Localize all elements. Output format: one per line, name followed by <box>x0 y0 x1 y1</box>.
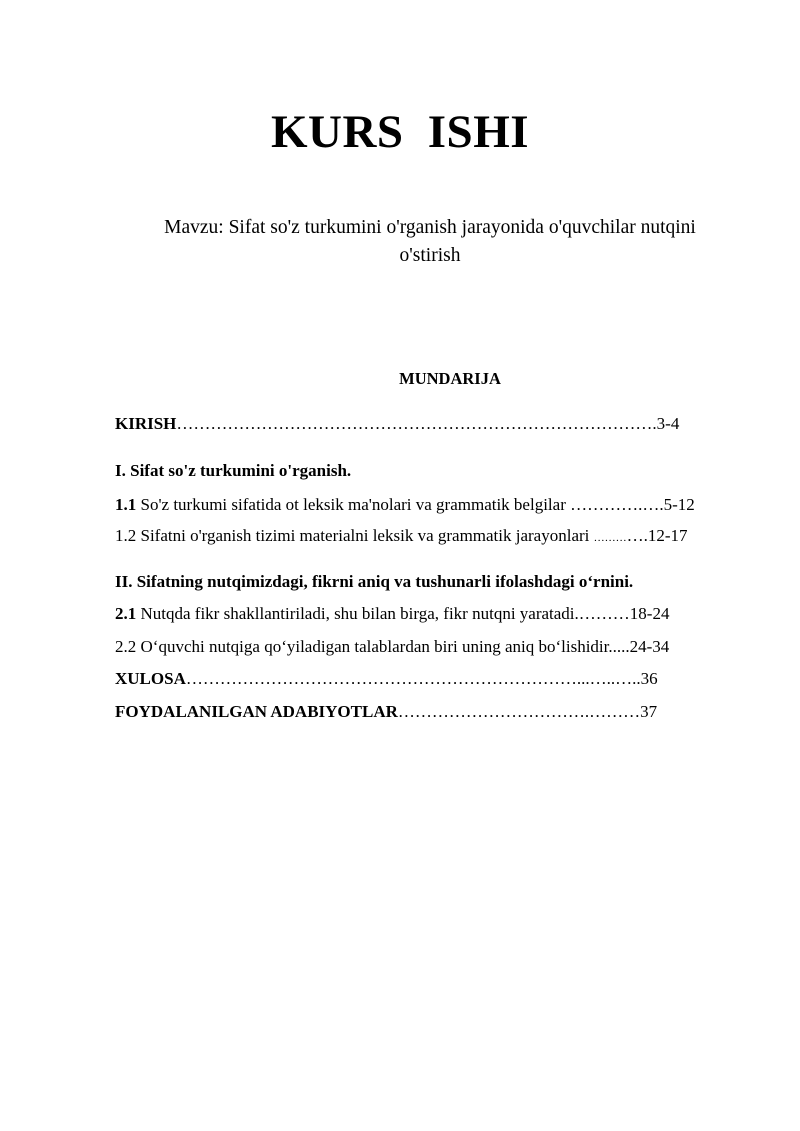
topic <box>120 214 740 270</box>
toc-entry-text: So'z turkumi sifatida ot leksik ma'nolari va grammatik belgilar ………….…. <box>136 495 664 514</box>
toc-page: 12-17 <box>647 526 688 545</box>
toc-page: 37 <box>640 702 658 721</box>
toc-entry-xulosa <box>115 668 755 690</box>
toc-entry-number: 2.1 <box>115 604 137 623</box>
toc-entry-text: 1.2 Sifatni o'rganish tizimi materialni leksik va grammatik jarayonlari <box>115 526 594 545</box>
toc-page: 3-4 <box>656 414 680 433</box>
toc-page: 18-24 <box>629 604 670 623</box>
toc-entry-2-2 <box>115 636 755 658</box>
toc-section-2: II. Sifatning nutqimizdagi, fikrni aniq va tushunarli ifolashdagi o‘rnini. <box>115 572 634 591</box>
toc-page: 24-34 <box>629 637 670 656</box>
toc-entry-kirish <box>115 413 755 435</box>
topic-line-2: o'stirish <box>399 245 461 266</box>
toc-small-dots: ……… <box>593 532 627 544</box>
toc-dots: …. <box>626 526 648 545</box>
toc-entry-text: Nutqda fikr shakllantiriladi, shu bilan birga, fikr nutqni yaratadi.……… <box>136 604 630 623</box>
toc-entry-1-1 <box>115 494 755 516</box>
toc-entry-label: KIRISH <box>115 414 177 433</box>
toc-entry-foydalanilgan <box>115 701 755 723</box>
topic-line-1: Mavzu: Sifat so'z turkumini o'rganish jarayonida o'quvchilar nutqini <box>164 217 696 238</box>
toc-entry-text: 2.2 O‘quvchi nutqiga qo‘yiladigan talablardan biri uning aniq bo‘lishidir..... <box>115 637 630 656</box>
toc-dots: …………………………….……… <box>397 702 641 721</box>
toc-entry-1-2 <box>115 525 755 549</box>
toc-heading: MUNDARIJA <box>399 369 501 388</box>
toc-entry-number: 1.1 <box>115 495 137 514</box>
toc-section-1: I. Sifat so'z turkumini o'rganish. <box>115 461 352 480</box>
toc-entry-2-1 <box>115 603 755 625</box>
toc-dots: …………………………………………………………………………. <box>176 414 657 433</box>
document-title: KURS ISHI <box>270 106 530 158</box>
toc-page: 5-12 <box>663 495 695 514</box>
toc-entry-label: XULOSA <box>115 669 186 688</box>
toc-page: 36 <box>640 669 658 688</box>
toc-dots: ……………………………………………………………...…..….. <box>185 669 641 688</box>
toc-entry-label: FOYDALANILGAN ADABIYOTLAR <box>115 702 398 721</box>
